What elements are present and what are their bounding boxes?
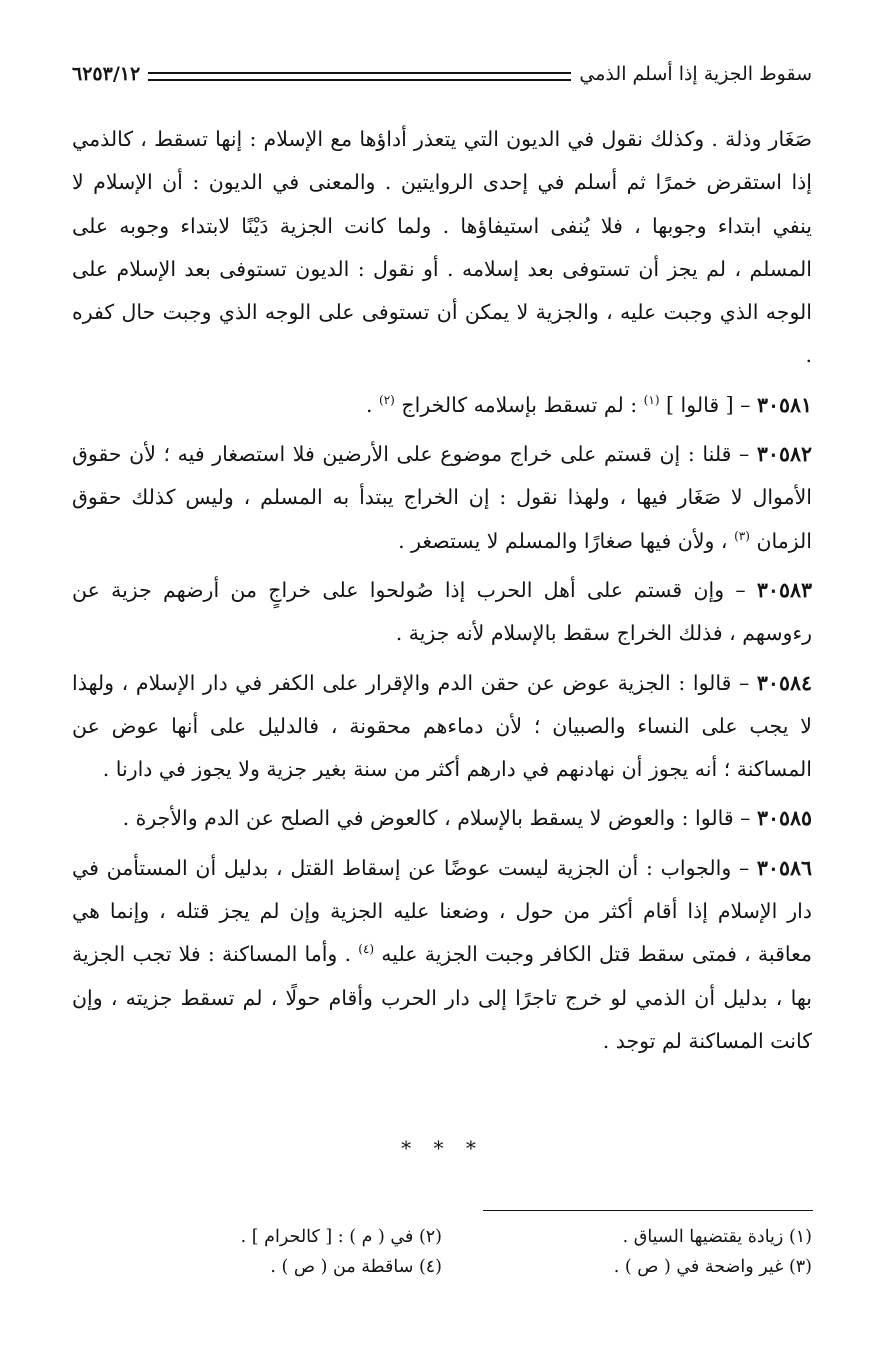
footnote-ref: (١) xyxy=(643,392,660,407)
footnote-ref: (٣) xyxy=(734,528,750,543)
footnote-ref: (٢) xyxy=(379,392,395,407)
footnote-mark: (٤) xyxy=(418,1257,442,1277)
paragraph-text: – وإن قستم على أهل الحرب إذا صُولحوا على خراجٍ من أرضهم جزية عن رءوسهم ، فذلك الخراج سقط بالإسلام لأنه جزية . xyxy=(72,577,812,646)
paragraph-text: – والجواب : أن الجزية ليست عوضًا عن إسقاط القتل ، بدليل أن المستأمن في دار الإسلام إذا أقام أكثر من حول ، وضعنا عليه الجزية وإن لم يجز قتله ، وإنما هي معاقبة ، فمتى سقط قتل الكافر وجبت الجزية عليه xyxy=(72,855,812,967)
footnote-text: في ( م ) : [ كالحرام ] . xyxy=(240,1227,414,1247)
paragraph-text: صَغَار وذلة . وكذلك نقول في الديون التي يتعذر أداؤها مع الإسلام : إنها تسقط ، كالذمي إذا استقرض خمرًا ثم أسلم في إحدى الروايتين . والمعنى في الديون : أن الإسلام لا ينفي ابتداء وجوبها ، فلا يُنفى استيفاؤها . ولما كانت الجزية دَيْنًا لابتداء وجوبه على المسلم ، لم يجز أن تستوفى بعد إسلامه . أو نقول : الديون تستوفى بعد الإسلام على الوجه الذي وجبت عليه ، والجزية لا يمكن أن تستوفى على الوجه الذي وجبت حال كفره . xyxy=(72,127,812,368)
paragraph-number: ٣٠٥٨١ xyxy=(756,392,812,417)
paragraph-30585 xyxy=(72,797,812,840)
footnote-3 xyxy=(442,1252,812,1282)
footnote-1 xyxy=(442,1222,812,1252)
paragraph-text: . وأما المساكنة : فلا تجب الجزية بها ، بدليل أن الذمي لو خرج تاجرًا إلى دار الحرب وأقام حولًا ، لم تسقط جزيته ، وإن كانت المساكنة لم توجد . xyxy=(72,942,812,1053)
paragraph-text: – [ قالوا ] xyxy=(666,392,751,417)
footnote-text: ساقطة من ( ص ) . xyxy=(270,1257,414,1277)
paragraph-number: ٣٠٥٨٥ xyxy=(756,806,812,831)
footnote-text: غير واضحة في ( ص ) . xyxy=(613,1257,784,1277)
footnote-2 xyxy=(72,1222,442,1252)
footnote-mark: (٣) xyxy=(788,1257,812,1277)
footnote-4 xyxy=(72,1252,442,1282)
paragraph-text: : لم تسقط بإسلامه كالخراج xyxy=(401,392,638,417)
paragraph-30581 xyxy=(72,384,812,427)
paragraph-30586 xyxy=(72,847,812,1063)
paragraph-number: ٣٠٥٨٦ xyxy=(756,855,812,880)
section-separator: * * * xyxy=(401,1136,484,1160)
paragraph-text: – قلنا : إن قستم على خراج موضوع على الأرضين فلا استصغار فيه ؛ لأن حقوق الأموال لا صَغَار فيها ، ولهذا نقول : إن الخراج يبتدأ به المسلم ، وليس كذلك حقوق الزمان xyxy=(72,442,812,553)
paragraph-number: ٣٠٥٨٣ xyxy=(756,577,812,602)
footnote-row xyxy=(72,1222,812,1252)
paragraph-number: ٣٠٥٨٤ xyxy=(756,670,812,695)
paragraph-continuation xyxy=(72,118,812,378)
footnote-mark: (١) xyxy=(788,1227,812,1247)
page-number: ٦٢٥٣/١٢ xyxy=(72,63,141,85)
footnote-row xyxy=(72,1252,812,1282)
paragraph-30582 xyxy=(72,433,812,563)
footnote-mark: (٢) xyxy=(418,1227,442,1247)
paragraph-30584 xyxy=(72,662,812,792)
paragraph-number: ٣٠٥٨٢ xyxy=(756,442,812,467)
header-rule xyxy=(148,72,571,81)
paragraph-text: – قالوا : الجزية عوض عن حقن الدم والإقرار على الكفر في دار الإسلام ، ولهذا لا يجب على النساء والصبيان ؛ لأن دماءهم محقونة ، فالدليل على أنها عوض عن المساكنة ؛ أنه يجوز أن نهادنهم في دارهم أكثر من سنة بغير جزية ولا يجوز في دارنا . xyxy=(72,670,812,782)
paragraph-30583 xyxy=(72,569,812,656)
footnote-ref: (٤) xyxy=(358,942,375,957)
header-title: سقوط الجزية إذا أسلم الذمي xyxy=(579,63,812,85)
footnote-divider xyxy=(483,1210,813,1211)
paragraph-text: ، ولأن فيها صغارًا والمسلم لا يستصغر . xyxy=(398,528,728,553)
paragraph-text: . xyxy=(365,392,373,417)
paragraph-text: – قالوا : والعوض لا يسقط بالإسلام ، كالعوض في الصلح عن الدم والأجرة . xyxy=(122,806,751,831)
running-header xyxy=(72,56,812,92)
main-text xyxy=(72,118,812,1069)
footnote-text: زيادة يقتضيها السياق . xyxy=(622,1227,784,1247)
footnotes xyxy=(72,1222,812,1282)
